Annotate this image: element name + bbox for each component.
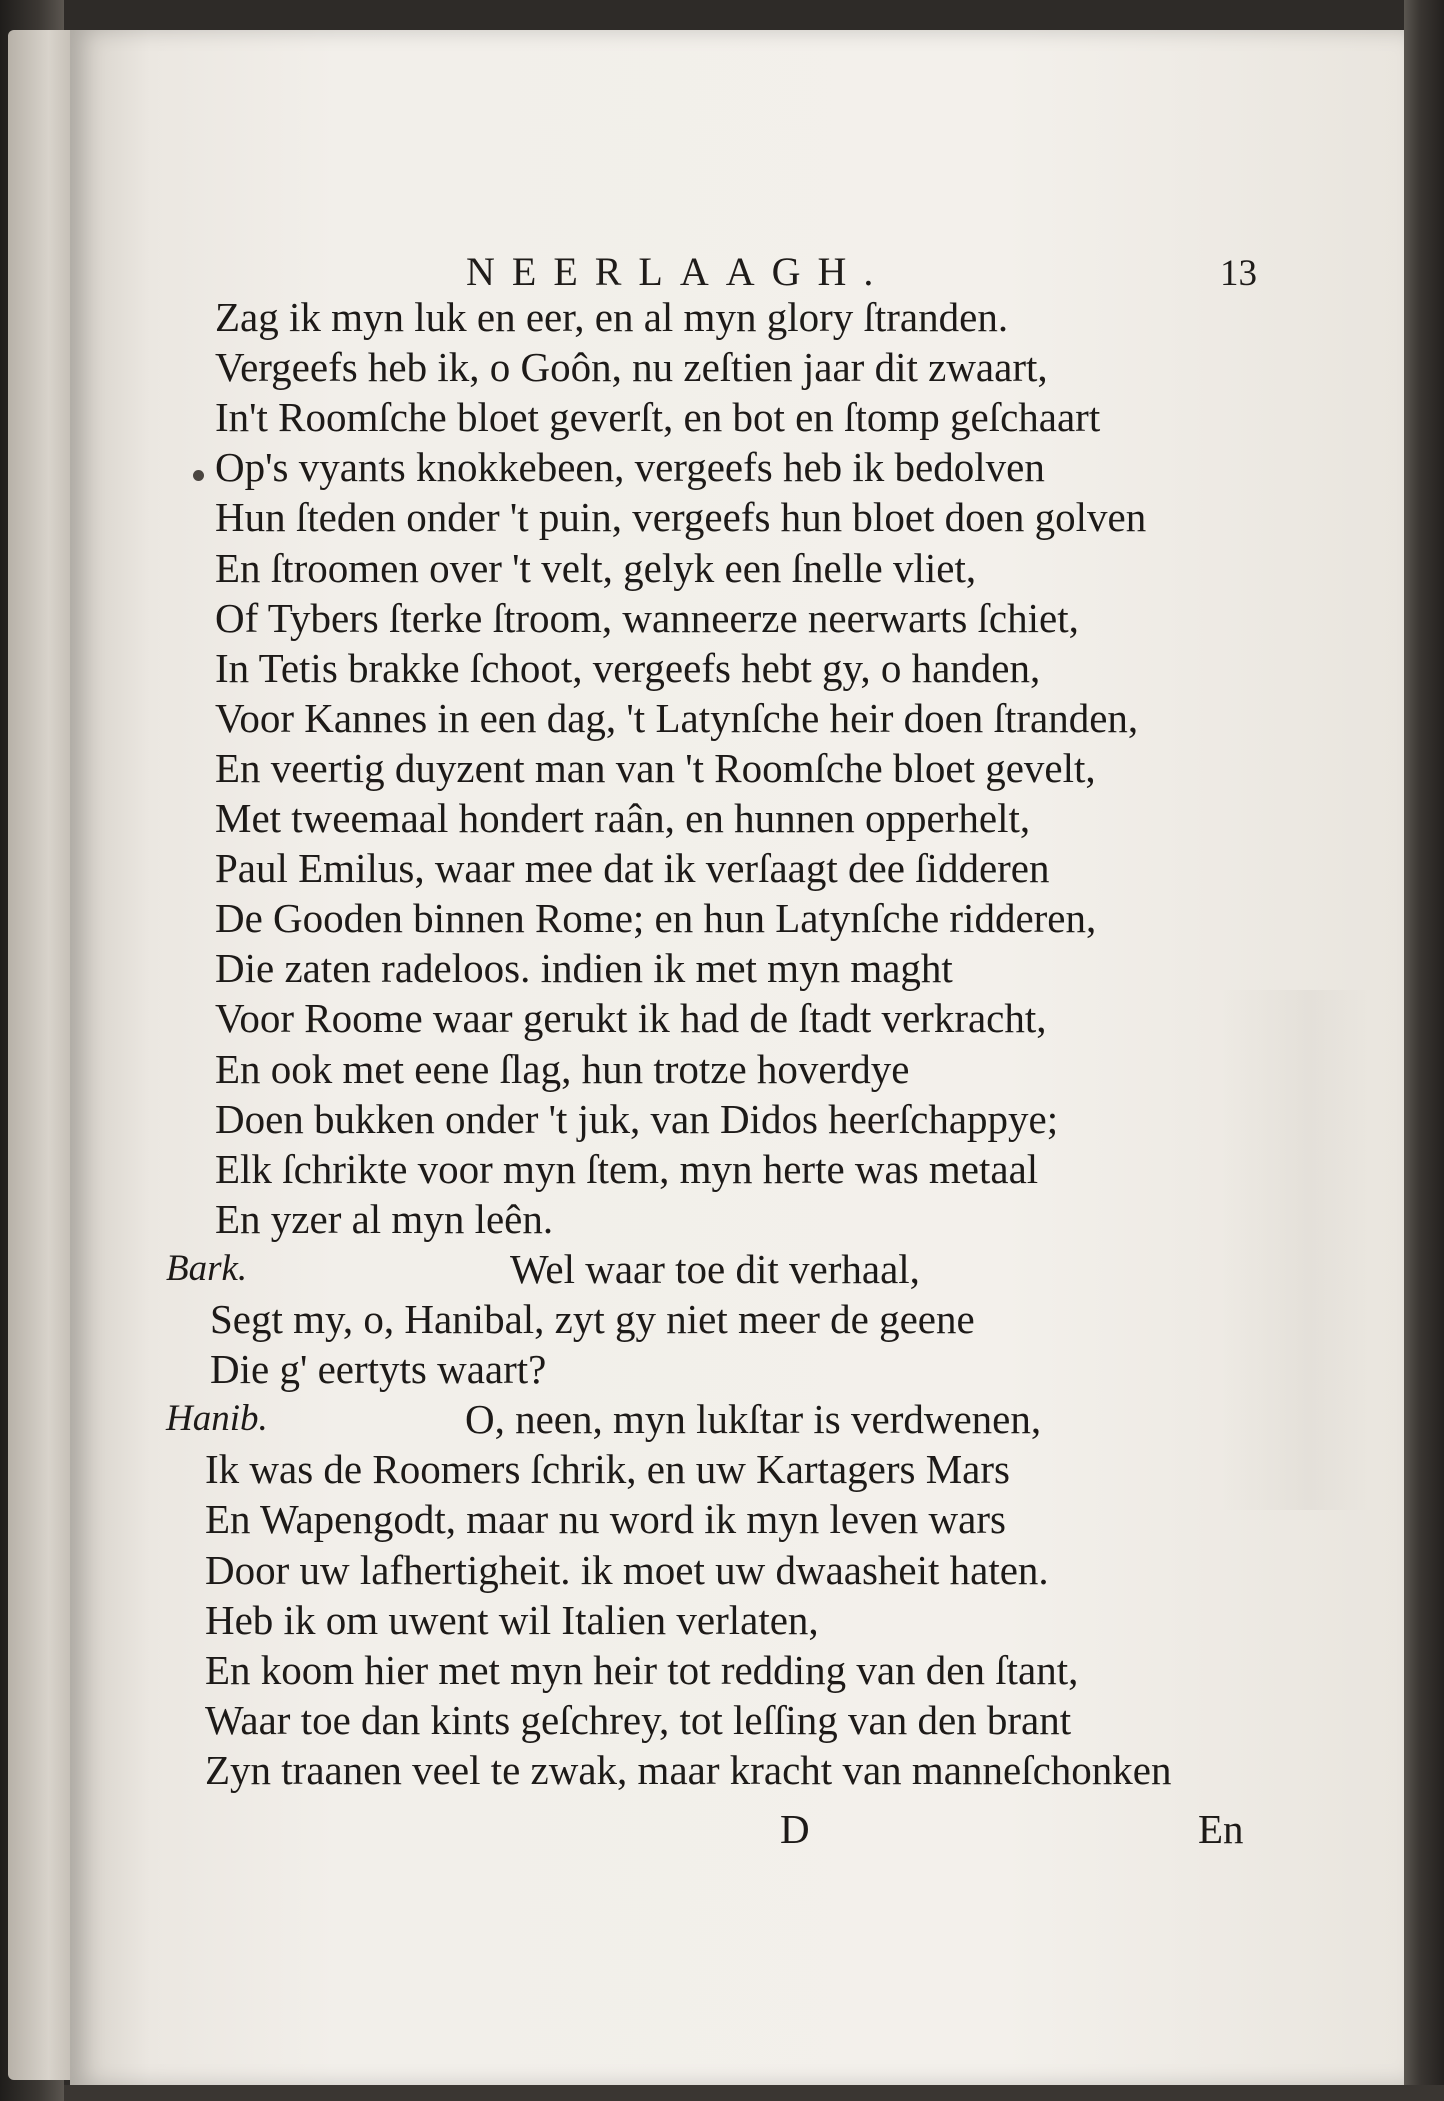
verse-line — [70, 1545, 1404, 1595]
book-cover-right — [1404, 0, 1444, 2101]
verse-line-text: Segt my, o, Hanibal, zyt gy niet meer de geene — [210, 1296, 975, 1342]
verse-line-text: Of Tybers ſterke ſtroom, wanneerze neerwarts ſchiet, — [215, 594, 1079, 641]
verse-line — [70, 1695, 1404, 1745]
verse-line-text: En yzer al myn leên. — [215, 1195, 554, 1242]
verse-line-text: Zag ik myn luk en eer, en al myn glory ſtranden. — [215, 294, 1009, 340]
verse-line-text: Voor Roome waar gerukt ik had de ſtadt verkracht, — [215, 995, 1047, 1042]
verse-line — [70, 593, 1404, 643]
verse-line-text: In't Roomſche bloet geverſt, en bot en ſtomp geſchaart — [215, 394, 1101, 441]
verse-line — [70, 943, 1404, 993]
verse-line — [70, 442, 1404, 492]
signature-mark: D — [780, 1806, 810, 1852]
verse-line-text: Waar toe dan kints geſchrey, tot leſſing van den brant — [205, 1696, 1072, 1743]
verse-line — [70, 1394, 1404, 1444]
verse-line-text: Hun ſteden onder 't puin, vergeefs hun bloet doen golven — [215, 494, 1147, 541]
verse-line-text: Paul Emilus, waar mee dat ik verſaagt dee ſidderen — [215, 845, 1050, 892]
verse-line-text: En ook met eene ſlag, hun trotze hoverdye — [215, 1045, 910, 1092]
verse-line-text: O, neen, myn lukſtar is verdwenen, — [465, 1396, 1042, 1443]
page-footer — [70, 1805, 1404, 1861]
verse-line-text: De Gooden binnen Rome; en hun Latynſche ridderen, — [215, 895, 1097, 942]
verse-line-text: Vergeefs heb ik, o Goôn, nu zeſtien jaar dit zwaart, — [215, 344, 1048, 391]
verse-line — [70, 993, 1404, 1043]
verse-line — [70, 1044, 1404, 1094]
book-page — [70, 30, 1404, 2085]
verse-line — [70, 1645, 1404, 1695]
verse-line-text: Ik was de Roomers ſchrik, en uw Kartagers Mars — [205, 1446, 1010, 1493]
verse-line — [70, 643, 1404, 693]
verse-line-text: Zyn traanen veel te zwak, maar kracht van manneſchonken — [205, 1746, 1172, 1793]
verse-line-text: Die zaten radeloos. indien ik met myn maght — [215, 945, 953, 992]
page-number: 13 — [1220, 253, 1257, 294]
verse-line — [70, 1444, 1404, 1494]
verse-line — [70, 1595, 1404, 1645]
verse-line-text: In Tetis brakke ſchoot, vergeefs hebt gy, o handen, — [215, 644, 1041, 691]
verse-line — [70, 1194, 1404, 1244]
verse-line-text: En ſtroomen over 't velt, gelyk een ſnelle vliet, — [215, 544, 977, 591]
verse-line-text: En Wapengodt, maar nu word ik myn leven wars — [205, 1496, 1006, 1543]
verse-line — [70, 893, 1404, 943]
verse-line-text: Die g' eertyts waart? — [210, 1346, 547, 1393]
verse-line — [70, 292, 1404, 342]
verse-line-text: Met tweemaal hondert raân, en hunnen opperhelt, — [215, 795, 1031, 841]
verse-line — [70, 342, 1404, 392]
verse-line — [70, 1244, 1404, 1294]
verse-line — [70, 743, 1404, 793]
verse-line-text: Voor Kannes in een dag, 't Latynſche heir doen ſtranden, — [215, 694, 1139, 741]
verse-line-text: Op's vyants knokkebeen, vergeefs heb ik bedolven — [215, 444, 1045, 491]
verse-line-text: Wel waar toe dit verhaal, — [510, 1245, 920, 1292]
verse-line — [70, 543, 1404, 593]
verse-line — [70, 1494, 1404, 1544]
verse-line-text: Doen bukken onder 't juk, van Didos heerſchappye; — [215, 1095, 1059, 1142]
book-cover-bottom — [64, 2085, 1444, 2101]
verse-line-text: En koom hier met myn heir tot redding van den ſtant, — [205, 1646, 1079, 1693]
verse-text — [70, 30, 1404, 2085]
verse-line — [70, 1344, 1404, 1394]
catchword: En — [1198, 1806, 1244, 1852]
verse-line — [70, 1094, 1404, 1144]
speaker-label: Hanib. — [166, 1398, 268, 1440]
verse-line — [70, 1745, 1404, 1795]
verse-line — [70, 392, 1404, 442]
running-head: NEERLAAGH. — [466, 249, 891, 294]
verse-line-text: Door uw lafhertigheit. ik moet uw dwaasheit haten. — [205, 1546, 1049, 1593]
verse-line-text: En veertig duyzent man van 't Roomſche bloet gevelt, — [215, 744, 1096, 791]
verse-line-text: Heb ik om uwent wil Italien verlaten, — [205, 1596, 819, 1643]
verse-line — [70, 1294, 1404, 1344]
speaker-label: Bark. — [166, 1247, 248, 1289]
verse-line — [70, 1144, 1404, 1194]
verse-line — [70, 793, 1404, 843]
verse-line — [70, 492, 1404, 542]
verse-line — [70, 693, 1404, 743]
verse-line — [70, 843, 1404, 893]
verse-line-text: Elk ſchrikte voor myn ſtem, myn herte was metaal — [215, 1145, 1039, 1192]
